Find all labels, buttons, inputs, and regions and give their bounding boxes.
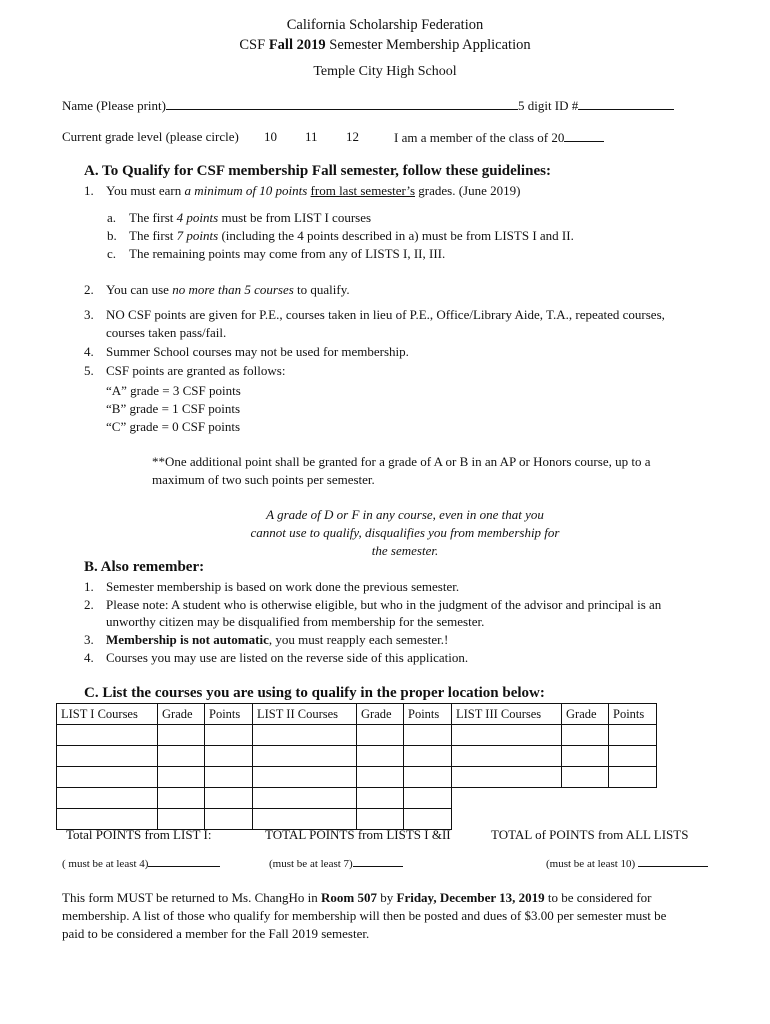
cell-input[interactable] [562,725,609,746]
cell-input[interactable] [357,746,404,767]
header-list1-grade: Grade [158,704,205,725]
guideline-4: 4. Summer School courses may not be used for membership. [84,344,409,359]
cell-input[interactable] [562,746,609,767]
table-header-row [57,704,657,725]
table-row [57,746,657,767]
cell-input[interactable] [452,746,562,767]
name-row [62,97,674,114]
min-all-row [546,856,708,870]
total-all-label: TOTAL of POINTS from ALL LISTS [491,827,689,842]
cell-input[interactable] [562,767,609,788]
guideline-3-cont: courses taken pass/fail. [106,325,227,340]
name-field[interactable] [166,97,518,110]
section-b-title: B. Also remember: [84,559,205,575]
cell-input[interactable] [57,767,158,788]
cell-input[interactable] [357,767,404,788]
bonus-note-2: maximum of two such points per semester. [152,472,375,487]
cell-input[interactable] [609,746,657,767]
cell-input[interactable] [609,767,657,788]
guideline-1b: b. The first 7 points (including the 4 points described in a) must be from LISTS I and II. [107,228,574,243]
reminder-4: 4. Courses you may use are listed on the reverse side of this application. [84,650,469,665]
guideline-1c: c. The remaining points may come from any of LISTS I, II, III. [107,246,446,261]
cell-input[interactable] [404,788,452,809]
due-date: Friday, December 13, 2019 [396,890,545,905]
bonus-note-1: **One additional point shall be granted for a grade of A or B in an AP or Honors course, up to a [152,454,651,469]
id-label: 5 digit ID # [517,98,579,113]
footer-line-3: paid to be considered a member for the Fall 2019 semester. [62,926,370,941]
cell-input[interactable] [452,767,562,788]
header-list2-grade: Grade [357,704,404,725]
grade-b-points: “B” grade = 1 CSF points [106,401,241,416]
footer-line-1: This form MUST be returned to Ms. ChangHo in Room 507 by Friday, December 13, 2019 to be considered for [62,890,652,905]
cell-input[interactable] [205,767,253,788]
cell-input[interactable] [57,746,158,767]
cell-input[interactable] [253,788,357,809]
cell-input[interactable] [158,725,205,746]
min-list12-row [269,856,403,870]
total-list12-field[interactable] [353,856,403,867]
total-list12-label: TOTAL POINTS from LISTS I &II [265,827,451,842]
footer-line-2: membership. A list of those who qualify for membership will then be posted and dues of $3.00 per semester must be [62,908,667,923]
grade-c-points: “C” grade = 0 CSF points [106,419,241,434]
header-list2-courses: LIST II Courses [253,704,357,725]
cell-input[interactable] [253,767,357,788]
reminder-1: 1. Semester membership is based on work done the previous semester. [84,579,460,594]
header-list3-courses: LIST III Courses [452,704,562,725]
org-title: California Scholarship Federation [286,17,484,33]
cell-input[interactable] [404,767,452,788]
total-list1-label: Total POINTS from LIST I: [66,827,212,842]
class-of-row [394,129,604,146]
school-name: Temple City High School [313,64,457,79]
grade-level-label: Current grade level (please circle) [62,129,239,144]
cell-input[interactable] [452,725,562,746]
min-list1-row [62,856,220,870]
guideline-5: 5. CSF points are granted as follows: [84,363,286,378]
cell-input[interactable] [205,788,253,809]
grade-option-10[interactable]: 10 [264,129,277,144]
class-of-label: I am a member of the class of 20 [394,130,565,145]
reminder-2: 2. Please note: A student who is otherwise eligible, but who in the judgment of the advisor and principal is an [84,597,662,612]
total-list1-field[interactable] [148,856,220,867]
name-label: Name (Please print) [62,98,166,113]
warning-line-3: the semester. [371,543,439,558]
min-list12-label: (must be at least 7) [269,858,353,870]
cell-input[interactable] [158,746,205,767]
id-field[interactable] [578,97,674,110]
reminder-2-cont: unworthy citizen may be disqualified from membership for the semester. [106,614,485,629]
header-list2-points: Points [404,704,452,725]
cell-input[interactable] [404,725,452,746]
empty-cell [562,788,609,809]
grade-option-11[interactable]: 11 [305,129,318,144]
cell-input[interactable] [404,746,452,767]
cell-input[interactable] [57,725,158,746]
min-all-label: (must be at least 10) [546,858,636,870]
grade-option-12[interactable]: 12 [346,129,359,144]
header-list3-grade: Grade [562,704,609,725]
header-list3-points: Points [609,704,657,725]
reminder-3: 3. Membership is not automatic, you must reapply each semester.! [84,632,449,647]
guideline-2: 2. You can use no more than 5 courses to qualify. [84,282,350,297]
header-list1-points: Points [205,704,253,725]
min-list1-label: ( must be at least 4) [62,858,149,870]
cell-input[interactable] [253,725,357,746]
cell-input[interactable] [609,725,657,746]
table-row [57,725,657,746]
cell-input[interactable] [57,788,158,809]
empty-cell [609,788,657,809]
empty-cell [452,788,562,809]
table-row [57,767,657,788]
total-all-field[interactable] [638,856,708,867]
courses-table [56,703,657,830]
cell-input[interactable] [253,746,357,767]
guideline-1a: a. The first 4 points must be from LIST I courses [107,210,372,225]
cell-input[interactable] [158,788,205,809]
cell-input[interactable] [205,725,253,746]
guideline-3: 3. NO CSF points are given for P.E., courses taken in lieu of P.E., Office/Library Aide, T.A., repeated courses, [84,307,665,322]
guideline-1: 1. You must earn a minimum of 10 points from last semester’s grades. (June 2019) [84,183,521,198]
class-year-field[interactable] [564,129,604,142]
room-number: Room 507 [321,890,377,905]
cell-input[interactable] [357,788,404,809]
warning-line-1: A grade of D or F in any course, even in one that you [266,507,544,522]
cell-input[interactable] [205,746,253,767]
section-a-title: A. To Qualify for CSF membership Fall semester, follow these guidelines: [84,163,551,179]
table-row [57,788,657,809]
cell-input[interactable] [357,725,404,746]
header-list1-courses: LIST I Courses [57,704,158,725]
cell-input[interactable] [205,809,253,830]
form-title: CSF Fall 2019 Semester Membership Application [239,37,531,53]
cell-input[interactable] [158,767,205,788]
warning-line-2: cannot use to qualify, disqualifies you from membership for [250,525,560,540]
grade-a-points: “A” grade = 3 CSF points [106,383,241,398]
section-c-title: C. List the courses you are using to qualify in the proper location below: [84,685,545,701]
